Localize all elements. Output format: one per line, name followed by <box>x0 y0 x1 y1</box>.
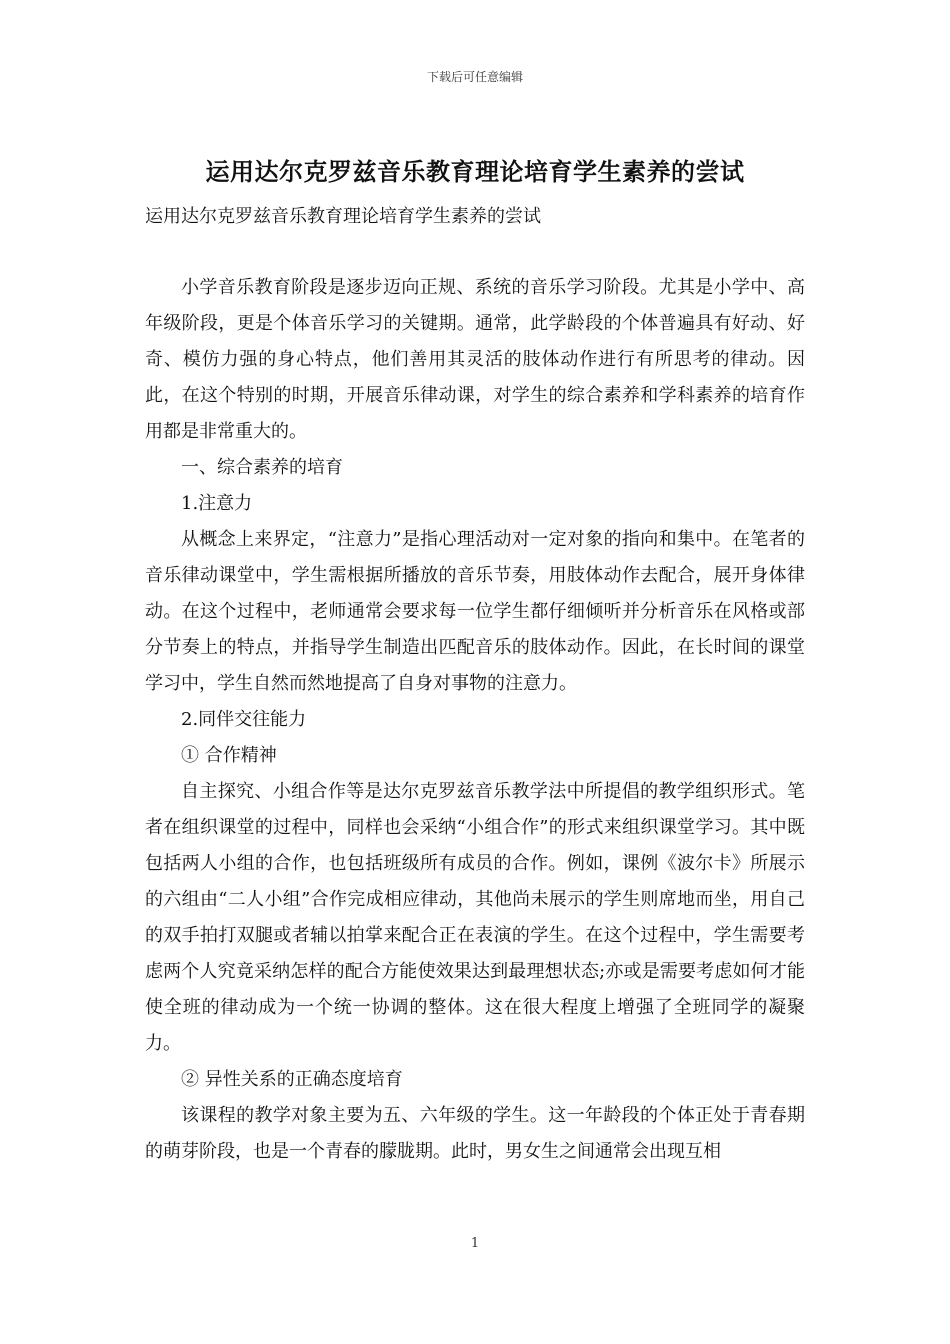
document-title: 运用达尔克罗兹音乐教育理论培育学生素养的尝试 <box>205 157 745 186</box>
subheading-peer-interaction: 2.同伴交往能力 <box>181 709 307 730</box>
header-note: 下载后可任意编辑 <box>426 70 523 84</box>
section-heading-1: 一、综合素养的培育 <box>181 457 343 478</box>
subheading-cooperation: ① 合作精神 <box>181 745 277 766</box>
paragraph-gender-attitude: 该课程的教学对象主要为五、六年级的学生。这一年龄段的个体正处于青春期的萌芽阶段，也是一个青春的朦胧期。此时，男女生之间通常会出现互相 <box>145 1105 805 1162</box>
subheading-gender-attitude: ② 异性关系的正确态度培育 <box>181 1069 403 1090</box>
subheading-attention: 1.注意力 <box>181 493 253 514</box>
document-body <box>145 270 805 1170</box>
paragraph-cooperation: 自主探究、小组合作等是达尔克罗兹音乐教学法中所提倡的教学组织形式。笔者在组织课堂的过程中，同样也会采纳“小组合作”的形式来组织课堂学习。其中既包括两人小组的合作，也包括班级所有成员的合作。例如，课例《波尔卡》所展示的六组由“二人小组”合作完成相应律动，其他尚未展示的学生则席地而坐，用自己的双手拍打双腿或者辅以拍掌来配合正在表演的学生。在这个过程中，学生需要考虑两个人究竟采纳怎样的配合方能使效果达到最理想状态;亦或是需要考虑如何才能使全班的律动成为一个统一协调的整体。这在很大程度上增强了全班同学的凝聚力。 <box>145 781 805 1054</box>
paragraph-intro: 小学音乐教育阶段是逐步迈向正规、系统的音乐学习阶段。尤其是小学中、高年级阶段，更是个体音乐学习的关键期。通常，此学龄段的个体普遍具有好动、好奇、模仿力强的身心特点，他们善用其灵活的肢体动作进行有所思考的律动。因此，在这个特别的时期，开展音乐律动课，对学生的综合素养和学科素养的培育作用都是非常重大的。 <box>145 277 805 442</box>
page-number: 1 <box>470 1236 480 1251</box>
paragraph-attention: 从概念上来界定，“注意力”是指心理活动对一定对象的指向和集中。在笔者的音乐律动课堂中，学生需根据所播放的音乐节奏，用肢体动作去配合，展开身体律动。在这个过程中，老师通常会要求每一位学生都仔细倾听并分析音乐在风格或部分节奏上的特点，并指导学生制造出匹配音乐的肢体动作。因此，在长时间的课堂学习中，学生自然而然地提高了自身对事物的注意力。 <box>145 529 805 694</box>
document-subtitle: 运用达尔克罗兹音乐教育理论培育学生素养的尝试 <box>145 206 541 227</box>
